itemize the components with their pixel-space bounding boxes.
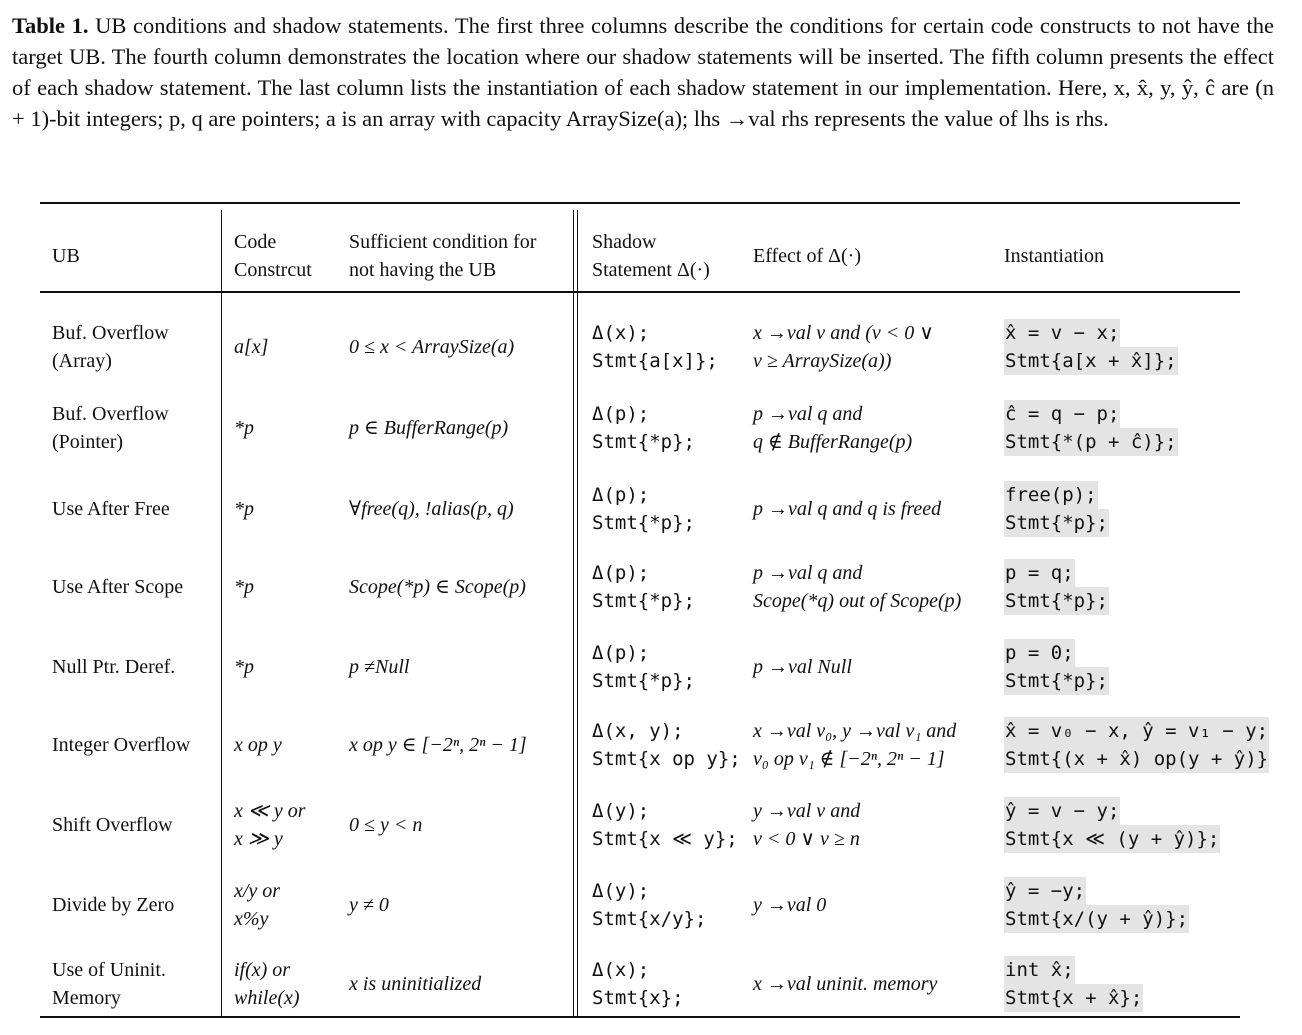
ub-table	[40, 202, 1269, 1020]
table-row	[40, 944, 1240, 1024]
code-cell	[234, 547, 344, 627]
highlighted-code: Stmt{x + x̂};	[1004, 984, 1143, 1012]
instantiation-cell-line1	[1004, 717, 1269, 745]
highlighted-code: p = 0;	[1004, 639, 1075, 667]
ub-cell-line2: Memory	[52, 987, 121, 1009]
effect-cell	[753, 388, 1003, 468]
shadow-cell-line2: Stmt{x};	[592, 987, 684, 1009]
ub-cell	[52, 547, 222, 627]
instantiation-cell-line2	[1004, 347, 1240, 375]
effect-cell	[753, 944, 1003, 1024]
instantiation-cell	[1004, 785, 1240, 865]
ub-cell-line2: (Pointer)	[52, 431, 124, 453]
header-effect: Effect of Δ(·)	[753, 245, 861, 267]
effect-cell	[753, 307, 1003, 387]
instantiation-cell	[1004, 469, 1240, 549]
shadow-cell-line2: Stmt{*p};	[592, 512, 695, 534]
table-row	[40, 785, 1240, 865]
instantiation-cell	[1004, 627, 1240, 707]
instantiation-cell-line1	[1004, 797, 1240, 825]
highlighted-code: x̂ = v₀ − x, ŷ = v₁ − y;	[1004, 717, 1269, 745]
caption-label: Table 1.	[12, 13, 89, 38]
instantiation-cell	[1004, 307, 1240, 387]
highlighted-code: ĉ = q − p;	[1004, 400, 1120, 428]
condition-cell-line1: Scope(*p) ∈ Scope(p)	[349, 576, 526, 598]
ub-cell-line1: Use of Uninit.	[52, 959, 166, 981]
instantiation-cell-line1	[1004, 956, 1240, 984]
condition-cell	[349, 705, 574, 785]
instantiation-cell-line2	[1004, 825, 1240, 853]
table-row	[40, 547, 1240, 627]
highlighted-code: Stmt{*p};	[1004, 509, 1109, 537]
code-cell-line1: x op y	[234, 734, 282, 756]
shadow-cell-line1: Δ(x);	[592, 322, 650, 344]
highlighted-code: Stmt{x ≪ (y + ŷ)};	[1004, 825, 1220, 853]
highlighted-code: int x̂;	[1004, 956, 1075, 984]
code-cell	[234, 469, 344, 549]
ub-cell	[52, 865, 222, 945]
condition-cell-line1: 0 ≤ x < ArraySize(a)	[349, 336, 515, 358]
instantiation-cell-line1	[1004, 400, 1240, 428]
highlighted-code: Stmt{*p};	[1004, 587, 1109, 615]
effect-cell-line1: p →val q and q is freed	[753, 498, 942, 520]
instantiation-cell-line1	[1004, 877, 1240, 905]
ub-cell-line1: Use After Free	[52, 498, 170, 520]
shadow-cell	[592, 627, 752, 707]
code-cell-line2: x%y	[234, 908, 269, 930]
shadow-cell	[592, 705, 752, 785]
shadow-cell-line1: Δ(y);	[592, 880, 650, 902]
effect-cell-line1: x →val v₀, y →val v₁ and	[753, 720, 957, 742]
code-cell-line1: *p	[234, 576, 254, 598]
table-row	[40, 627, 1240, 707]
ub-cell	[52, 705, 222, 785]
ub-cell-line1: Null Ptr. Deref.	[52, 656, 176, 678]
highlighted-code: free(p);	[1004, 481, 1098, 509]
shadow-cell	[592, 388, 752, 468]
ub-cell-line1: Buf. Overflow	[52, 322, 169, 344]
instantiation-cell-line2	[1004, 509, 1240, 537]
instantiation-cell-line2	[1004, 667, 1240, 695]
ub-cell-line1: Use After Scope	[52, 576, 184, 598]
header-code-line1: Code	[234, 231, 277, 253]
ub-cell	[52, 627, 222, 707]
code-cell	[234, 307, 344, 387]
highlighted-code: Stmt{*p};	[1004, 667, 1109, 695]
table-row	[40, 469, 1240, 549]
code-cell-line1: *p	[234, 417, 254, 439]
header-condition-line2: not having the UB	[349, 259, 497, 281]
instantiation-cell-line1	[1004, 559, 1240, 587]
shadow-cell-line2: Stmt{*p};	[592, 590, 695, 612]
code-cell-line1: if(x) or	[234, 959, 291, 981]
effect-cell	[753, 705, 1003, 785]
shadow-cell-line2: Stmt{x op y};	[592, 748, 741, 770]
condition-cell-line1: x op y ∈ [−2ⁿ, 2ⁿ − 1]	[349, 734, 527, 756]
effect-cell	[753, 865, 1003, 945]
code-cell	[234, 627, 344, 707]
ub-cell-line1: Integer Overflow	[52, 734, 191, 756]
table-caption	[12, 10, 1274, 134]
code-cell	[234, 705, 344, 785]
top-rule	[40, 202, 1240, 204]
shadow-cell-line1: Δ(x);	[592, 959, 650, 981]
highlighted-code: p = q;	[1004, 559, 1075, 587]
effect-cell-line1: p →val q and	[753, 403, 863, 425]
header-code	[234, 228, 312, 284]
condition-cell	[349, 627, 574, 707]
header-instantiation: Instantiation	[1004, 245, 1104, 267]
effect-cell-line1: y →val 0	[753, 894, 827, 916]
code-cell	[234, 944, 344, 1024]
instantiation-cell	[1004, 388, 1240, 468]
instantiation-cell-line1	[1004, 319, 1240, 347]
highlighted-code: Stmt{x/(y + ŷ)};	[1004, 905, 1189, 933]
header-ub: UB	[52, 245, 80, 267]
caption-text: UB conditions and shadow statements. The first three columns describe the conditions for certain code constructs to not have the target UB. The fourth column demonstrates the location where our shadow statements will be inserted. The fifth column presents the effect of each shadow statement. The last column lists the instantiation of each shadow statement in our implementation. Here, x, x̂, y, ŷ, ĉ are (n + 1)-bit integers; p, q are pointers; a is an array with capacity ArraySize(a); lhs →val rhs represents the value of lhs is rhs.	[12, 13, 1274, 131]
effect-cell-line1: p →val q and	[753, 562, 863, 584]
effect-cell	[753, 627, 1003, 707]
header-condition	[349, 228, 536, 284]
ub-cell-line1: Shift Overflow	[52, 814, 173, 836]
ub-cell-line2: (Array)	[52, 350, 112, 372]
shadow-cell	[592, 944, 752, 1024]
header-condition-line1: Sufficient condition for	[349, 231, 537, 253]
table-row	[40, 705, 1269, 785]
instantiation-cell-line2	[1004, 745, 1269, 773]
instantiation-cell-line2	[1004, 587, 1240, 615]
highlighted-code: ŷ = −y;	[1004, 877, 1086, 905]
ub-cell	[52, 469, 222, 549]
condition-cell-line1: x is uninitialized	[349, 973, 482, 995]
effect-cell	[753, 785, 1003, 865]
table-row	[40, 865, 1240, 945]
header-rule	[40, 291, 1240, 293]
effect-cell-line1: y →val v and	[753, 800, 861, 822]
shadow-cell-line2: Stmt{*p};	[592, 431, 695, 453]
header-shadow-line1: Shadow	[592, 231, 657, 253]
ub-cell-line1: Divide by Zero	[52, 894, 175, 916]
condition-cell	[349, 547, 574, 627]
shadow-cell	[592, 547, 752, 627]
instantiation-cell	[1004, 944, 1240, 1024]
shadow-cell-line1: Δ(p);	[592, 403, 650, 425]
highlighted-code: ŷ = v − y;	[1004, 797, 1120, 825]
shadow-cell	[592, 865, 752, 945]
shadow-cell-line1: Δ(p);	[592, 562, 650, 584]
effect-cell-line2: v ≥ ArraySize(a))	[753, 350, 892, 372]
header-shadow	[592, 228, 710, 284]
instantiation-cell-line2	[1004, 984, 1240, 1012]
instantiation-cell	[1004, 865, 1240, 945]
ub-cell-line1: Buf. Overflow	[52, 403, 169, 425]
highlighted-code: x̂ = v − x;	[1004, 319, 1120, 347]
shadow-cell-line2: Stmt{*p};	[592, 670, 695, 692]
instantiation-cell-line1	[1004, 639, 1240, 667]
condition-cell	[349, 865, 574, 945]
code-cell-line1: a[x]	[234, 336, 269, 358]
effect-cell-line1: x →val v and (v < 0 ∨	[753, 322, 934, 344]
shadow-cell-line1: Δ(x, y);	[592, 720, 684, 742]
code-cell-line2: x ≫ y	[234, 828, 283, 850]
effect-cell-line2: v₀ op v₁ ∉ [−2ⁿ, 2ⁿ − 1]	[753, 748, 945, 770]
table-row	[40, 388, 1240, 468]
instantiation-cell	[1004, 705, 1269, 785]
highlighted-code: Stmt{(x + x̂) op(y + ŷ)}	[1004, 745, 1269, 773]
effect-cell-line2: Scope(*q) out of Scope(p)	[753, 590, 962, 612]
shadow-cell-line1: Δ(p);	[592, 642, 650, 664]
ub-cell	[52, 785, 222, 865]
shadow-cell	[592, 469, 752, 549]
ub-cell	[52, 944, 222, 1024]
shadow-cell	[592, 307, 752, 387]
condition-cell-line1: p ∈ BufferRange(p)	[349, 417, 509, 439]
ub-cell	[52, 388, 222, 468]
code-cell	[234, 785, 344, 865]
shadow-cell-line1: Δ(p);	[592, 484, 650, 506]
condition-cell-line1: ∀free(q), !alias(p, q)	[349, 498, 514, 520]
ub-cell	[52, 307, 222, 387]
effect-cell	[753, 469, 1003, 549]
code-cell-line1: x/y or	[234, 880, 281, 902]
shadow-cell-line2: Stmt{a[x]};	[592, 350, 718, 372]
code-cell	[234, 388, 344, 468]
shadow-cell	[592, 785, 752, 865]
condition-cell	[349, 944, 574, 1024]
effect-cell-line1: x →val uninit. memory	[753, 973, 938, 995]
condition-cell	[349, 388, 574, 468]
code-cell-line1: *p	[234, 498, 254, 520]
condition-cell	[349, 469, 574, 549]
instantiation-cell-line2	[1004, 428, 1240, 456]
code-cell-line1: x ≪ y or	[234, 800, 306, 822]
instantiation-cell-line2	[1004, 905, 1240, 933]
code-cell-line1: *p	[234, 656, 254, 678]
effect-cell-line2: q ∉ BufferRange(p)	[753, 431, 913, 453]
code-cell-line2: while(x)	[234, 987, 300, 1009]
header-shadow-line2: Statement Δ(·)	[592, 259, 710, 281]
code-cell	[234, 865, 344, 945]
condition-cell-line1: y ≠ 0	[349, 894, 389, 916]
condition-cell	[349, 307, 574, 387]
header-code-line2: Constrcut	[234, 259, 312, 281]
shadow-cell-line1: Δ(y);	[592, 800, 650, 822]
shadow-cell-line2: Stmt{x ≪ y};	[592, 828, 738, 850]
highlighted-code: Stmt{*(p + ĉ)};	[1004, 428, 1178, 456]
effect-cell	[753, 547, 1003, 627]
condition-cell-line1: p ≠Null	[349, 656, 410, 678]
highlighted-code: Stmt{a[x + x̂]};	[1004, 347, 1178, 375]
instantiation-cell	[1004, 547, 1240, 627]
condition-cell	[349, 785, 574, 865]
effect-cell-line2: v < 0 ∨ v ≥ n	[753, 828, 860, 850]
instantiation-cell-line1	[1004, 481, 1240, 509]
condition-cell-line1: 0 ≤ y < n	[349, 814, 423, 836]
shadow-cell-line2: Stmt{x/y};	[592, 908, 707, 930]
effect-cell-line1: p →val Null	[753, 656, 852, 678]
table-row	[40, 307, 1240, 387]
